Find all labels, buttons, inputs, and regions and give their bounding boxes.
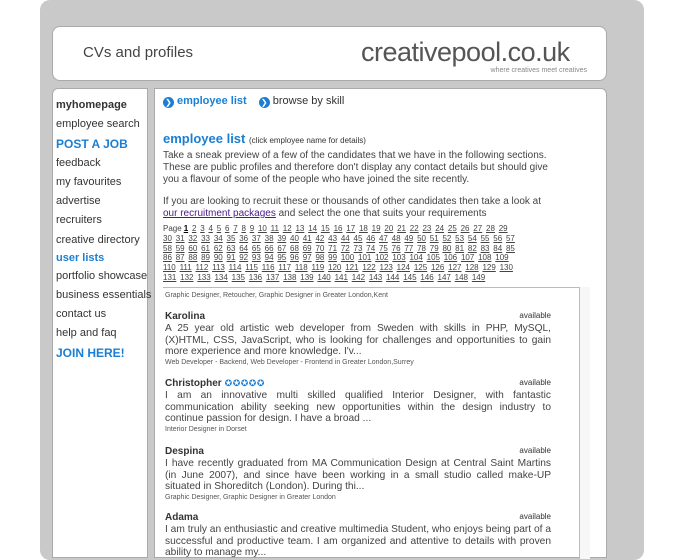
page-link[interactable]: 47 bbox=[378, 233, 388, 243]
page-link[interactable]: 67 bbox=[277, 243, 287, 253]
page-link[interactable]: 2 bbox=[191, 224, 197, 233]
page-link[interactable]: 9 bbox=[249, 224, 255, 233]
page-link[interactable]: 50 bbox=[417, 233, 426, 243]
page-link[interactable]: 4 bbox=[208, 224, 213, 233]
page-link[interactable]: 51 bbox=[429, 233, 439, 243]
page-link[interactable]: 110 bbox=[163, 263, 176, 273]
page-link[interactable]: 30 bbox=[163, 233, 172, 243]
page-link[interactable]: 44 bbox=[340, 233, 350, 243]
page-link[interactable]: 147 bbox=[437, 272, 451, 282]
page-link[interactable]: 56 bbox=[493, 233, 503, 243]
candidate-name[interactable]: Christopher bbox=[165, 378, 222, 389]
page-link[interactable]: 122 bbox=[362, 263, 376, 273]
page-link[interactable]: 20 bbox=[384, 224, 394, 233]
page-link[interactable]: 37 bbox=[251, 233, 261, 243]
page-link[interactable]: 17 bbox=[346, 224, 356, 233]
page-link[interactable]: 57 bbox=[505, 233, 515, 243]
page-link[interactable]: 84 bbox=[493, 243, 503, 253]
page-link[interactable]: 142 bbox=[351, 272, 366, 282]
site-header bbox=[52, 26, 607, 81]
candidate-tags: Interior Designer in Dorset bbox=[165, 426, 247, 434]
page-link[interactable]: 93 bbox=[251, 253, 261, 263]
page-link[interactable]: 38 bbox=[264, 233, 274, 243]
subnav bbox=[163, 95, 344, 108]
page-link[interactable]: 113 bbox=[212, 263, 225, 273]
candidate-name[interactable]: Karolina bbox=[165, 311, 206, 322]
page-link[interactable]: 28 bbox=[486, 224, 495, 233]
section-heading bbox=[163, 131, 551, 149]
sidebar-item-feedback[interactable]: feedback bbox=[56, 157, 101, 169]
page-link[interactable]: 29 bbox=[498, 224, 508, 233]
candidate-tags: Graphic Designer, Graphic Designer in Greater London bbox=[165, 494, 336, 502]
candidate-header bbox=[165, 310, 551, 323]
sidebar-item-creative-directory[interactable]: creative directory bbox=[56, 234, 140, 246]
page-link[interactable]: 85 bbox=[505, 243, 515, 253]
page-link[interactable]: 15 bbox=[320, 224, 330, 233]
page-title: CVs and profiles bbox=[83, 44, 194, 61]
list-scrollbar[interactable] bbox=[579, 287, 590, 559]
page-link[interactable]: 61 bbox=[201, 243, 211, 253]
recruitment-packages-link[interactable]: our recruitment packages bbox=[163, 208, 276, 219]
page-link[interactable]: 125 bbox=[413, 263, 428, 273]
section-title: employee list bbox=[163, 131, 246, 146]
recruit-text-before: If you are looking to recruit these or thousands of other candidates then take a look at bbox=[163, 196, 542, 207]
page-link[interactable]: 59 bbox=[175, 243, 185, 253]
page-link[interactable]: 14 bbox=[308, 224, 318, 233]
page-link[interactable]: 144 bbox=[386, 272, 400, 282]
intro-text: Take a sneak preview of a few of the candidates that we have in the following sections. These are public profiles and therefore don't display any contact details but should give you a flavour of some of the people who have joined the site recently. bbox=[163, 150, 548, 185]
main-panel bbox=[154, 88, 607, 558]
tab-browse-by-skill[interactable]: browse by skill bbox=[272, 95, 345, 107]
sidebar-item-help-and-faq[interactable]: help and faq bbox=[56, 327, 117, 339]
page-link[interactable]: 1 bbox=[183, 224, 189, 233]
page-link[interactable]: 73 bbox=[353, 243, 363, 253]
page-link[interactable]: 100 bbox=[340, 253, 355, 263]
page-link[interactable]: 42 bbox=[315, 233, 325, 243]
candidate-name[interactable]: Adama bbox=[165, 512, 199, 523]
candidate-header bbox=[165, 377, 551, 390]
sidebar-item-join-here[interactable]: JOIN HERE! bbox=[56, 346, 125, 360]
page-link[interactable]: 63 bbox=[226, 243, 236, 253]
candidate-description: I have recently graduated from MA Communication Design at Central Saint Martins (in June 2007), and since have been working in a small studio called make-UP situated in Shoreditch (London). During thi... bbox=[165, 458, 551, 493]
page-link[interactable]: 54 bbox=[467, 233, 477, 243]
page-link[interactable]: 39 bbox=[277, 233, 287, 243]
page-link[interactable]: 6 bbox=[224, 224, 230, 233]
page-link[interactable]: 91 bbox=[226, 253, 236, 263]
page-link[interactable]: 69 bbox=[302, 243, 312, 253]
candidate-header bbox=[165, 511, 551, 524]
sidebar-nav bbox=[52, 88, 152, 558]
page-link[interactable]: 115 bbox=[245, 263, 258, 273]
page-link[interactable]: 66 bbox=[264, 243, 274, 253]
page-link[interactable]: 96 bbox=[290, 253, 299, 263]
page-link[interactable]: 146 bbox=[420, 272, 434, 282]
page-link[interactable]: 55 bbox=[480, 233, 490, 243]
candidate-tags: Graphic Designer, Retoucher, Graphic Designer in Greater London,Kent bbox=[165, 292, 388, 299]
page-link[interactable]: 105 bbox=[426, 253, 440, 263]
pagination-label: Page bbox=[163, 224, 182, 233]
page-link[interactable]: 94 bbox=[264, 253, 274, 263]
page-link[interactable]: 45 bbox=[353, 233, 363, 243]
page-link[interactable]: 127 bbox=[448, 263, 462, 273]
page-link[interactable]: 68 bbox=[290, 243, 299, 253]
page-link[interactable]: 145 bbox=[403, 272, 417, 282]
logo-tagline: where creatives meet creatives bbox=[490, 67, 587, 74]
page-link[interactable]: 10 bbox=[257, 224, 267, 233]
candidate-header bbox=[165, 445, 551, 458]
page-link[interactable]: 102 bbox=[375, 253, 389, 263]
page-link[interactable]: 86 bbox=[163, 253, 172, 263]
page-link[interactable]: 104 bbox=[409, 253, 423, 263]
candidate-description: A 25 year old artistic web developer from Sweden with skills in PHP, MySQL, (X)HTML, CSS, JavaScript, who is looking for challenges and opportunities to gain more experience and more knowledge. I'v... bbox=[165, 323, 551, 358]
candidate-list[interactable] bbox=[163, 287, 587, 559]
creativepool-logo[interactable] bbox=[361, 37, 587, 75]
page-link[interactable]: 5 bbox=[216, 224, 222, 233]
page-link[interactable]: 92 bbox=[239, 253, 249, 263]
page-link[interactable]: 132 bbox=[180, 272, 194, 282]
page-link[interactable]: 12 bbox=[282, 224, 292, 233]
page-link[interactable]: 76 bbox=[391, 243, 401, 253]
candidate-name[interactable]: Despina bbox=[165, 446, 204, 457]
page-link[interactable]: 128 bbox=[465, 263, 479, 273]
page-link[interactable]: 97 bbox=[302, 253, 312, 263]
page-link[interactable]: 24 bbox=[435, 224, 445, 233]
page-link[interactable]: 22 bbox=[409, 224, 419, 233]
page-link[interactable]: 40 bbox=[290, 233, 299, 243]
page-link[interactable]: 58 bbox=[163, 243, 172, 253]
page-link[interactable]: 83 bbox=[480, 243, 490, 253]
page-link[interactable]: 60 bbox=[188, 243, 198, 253]
page-link[interactable]: 101 bbox=[358, 253, 372, 263]
page-link[interactable]: 139 bbox=[300, 272, 314, 282]
page-link[interactable]: 112 bbox=[195, 263, 209, 273]
page-link[interactable]: 106 bbox=[443, 253, 458, 263]
pagination bbox=[163, 224, 523, 283]
page-link[interactable]: 133 bbox=[197, 272, 211, 282]
sidebar-item-user-lists[interactable]: user lists bbox=[56, 252, 105, 264]
page-link[interactable]: 64 bbox=[239, 243, 249, 253]
page-link[interactable]: 53 bbox=[455, 233, 465, 243]
page-link[interactable]: 123 bbox=[379, 263, 393, 273]
page-link[interactable]: 135 bbox=[231, 272, 245, 282]
page-link[interactable]: 129 bbox=[482, 263, 496, 273]
availability-status: available bbox=[519, 311, 551, 320]
page-link[interactable]: 62 bbox=[213, 243, 223, 253]
page-link[interactable]: 41 bbox=[302, 233, 312, 243]
page-link[interactable]: 35 bbox=[226, 233, 236, 243]
page-link[interactable]: 90 bbox=[213, 253, 223, 263]
page-link[interactable]: 143 bbox=[368, 272, 383, 282]
page-link[interactable]: 31 bbox=[175, 233, 185, 243]
page-link[interactable]: 149 bbox=[471, 272, 486, 282]
page-link[interactable]: 119 bbox=[311, 263, 325, 273]
page-link[interactable]: 36 bbox=[239, 233, 249, 243]
list-item bbox=[165, 310, 551, 366]
page-link[interactable]: 11 bbox=[270, 224, 279, 233]
sidebar-item-post-a-job[interactable]: POST A JOB bbox=[56, 137, 128, 151]
page-link[interactable]: 108 bbox=[478, 253, 492, 263]
page-link[interactable]: 116 bbox=[261, 263, 275, 273]
candidate-description: I am an innovative multi skilled qualified Interior Designer, with fantastic communication ability seeking new opportunities within the design industry to continue passion for design. I have a broad ... bbox=[165, 390, 551, 425]
page-link[interactable]: 109 bbox=[495, 253, 509, 263]
page-link[interactable]: 130 bbox=[499, 263, 513, 273]
sidebar-item-business-essentials[interactable]: business essentials bbox=[56, 289, 152, 301]
recruit-text bbox=[163, 196, 551, 220]
rating-stars-icon: ✪✪✪✪✪ bbox=[224, 378, 265, 388]
page-link[interactable]: 99 bbox=[328, 253, 338, 263]
list-item bbox=[165, 445, 551, 501]
page-link[interactable]: 19 bbox=[371, 224, 381, 233]
page-link[interactable]: 95 bbox=[277, 253, 287, 263]
page-link[interactable]: 140 bbox=[317, 272, 331, 282]
page-link[interactable]: 136 bbox=[248, 272, 263, 282]
page-link[interactable]: 107 bbox=[460, 253, 475, 263]
page-link[interactable]: 131 bbox=[163, 272, 177, 282]
page-link[interactable]: 118 bbox=[294, 263, 308, 273]
candidate-tags: Web Developer - Backend, Web Developer - Frontend in Greater London,Surrey bbox=[165, 359, 414, 367]
page-link[interactable]: 88 bbox=[188, 253, 198, 263]
availability-status: available bbox=[519, 512, 551, 521]
sidebar-item-contact-us[interactable]: contact us bbox=[56, 308, 107, 320]
page-link[interactable]: 117 bbox=[278, 263, 292, 273]
sidebar-item-employee-search[interactable]: employee search bbox=[56, 118, 140, 130]
availability-status: available bbox=[519, 446, 551, 455]
page-link[interactable]: 7 bbox=[233, 224, 238, 233]
page-link[interactable]: 78 bbox=[417, 243, 426, 253]
page-link[interactable]: 148 bbox=[454, 272, 469, 282]
candidate-description: I am truly an enthusiastic and creative multimedia Student, who enjoys being part of a successful and productive team. I am organized and attentive to details with proven ability to manage my... bbox=[165, 524, 551, 559]
intro-section bbox=[163, 131, 551, 220]
page-link[interactable]: 46 bbox=[366, 233, 376, 243]
section-title-note: (click employee name for details) bbox=[249, 136, 366, 145]
logo-text: creativepool.co.uk bbox=[361, 37, 570, 67]
recruit-text-after: and select the one that suits your requirements bbox=[275, 208, 487, 219]
page-link[interactable]: 52 bbox=[442, 233, 452, 243]
page-link[interactable]: 70 bbox=[315, 243, 325, 253]
page-link[interactable]: 33 bbox=[201, 233, 211, 243]
page-link[interactable]: 43 bbox=[328, 233, 338, 243]
page-link[interactable]: 81 bbox=[455, 243, 465, 253]
page-link[interactable]: 111 bbox=[179, 263, 192, 273]
arrow-right-icon: ❯ bbox=[259, 97, 270, 108]
page-link[interactable]: 121 bbox=[345, 263, 359, 273]
page-link[interactable]: 72 bbox=[340, 243, 350, 253]
list-item bbox=[165, 511, 551, 559]
page-link[interactable]: 23 bbox=[422, 224, 432, 233]
sidebar-item-portfolio-showcase[interactable]: portfolio showcase bbox=[56, 270, 148, 282]
page-link[interactable]: 124 bbox=[396, 263, 411, 273]
page-link[interactable]: 32 bbox=[188, 233, 198, 243]
page-link[interactable]: 26 bbox=[460, 224, 470, 233]
page-link[interactable]: 48 bbox=[391, 233, 401, 243]
page-link[interactable]: 16 bbox=[333, 224, 343, 233]
page-link[interactable]: 75 bbox=[378, 243, 388, 253]
list-item bbox=[165, 377, 551, 433]
page-link[interactable]: 21 bbox=[397, 224, 406, 233]
sidebar-item-recruiters[interactable]: recruiters bbox=[56, 214, 102, 226]
sidebar-item-myhomepage[interactable]: myhomepage bbox=[56, 99, 127, 111]
page-link[interactable]: 18 bbox=[358, 224, 368, 233]
sidebar-item-advertise[interactable]: advertise bbox=[56, 195, 101, 207]
page-link[interactable]: 89 bbox=[201, 253, 211, 263]
page-link[interactable]: 134 bbox=[214, 272, 228, 282]
page-link[interactable]: 103 bbox=[392, 253, 406, 263]
page-link[interactable]: 137 bbox=[265, 272, 280, 282]
page-link[interactable]: 49 bbox=[404, 233, 414, 243]
arrow-right-icon: ❯ bbox=[163, 97, 174, 108]
page-link[interactable]: 79 bbox=[429, 243, 439, 253]
page-link[interactable]: 65 bbox=[251, 243, 261, 253]
page-link[interactable]: 138 bbox=[283, 272, 297, 282]
availability-status: available bbox=[519, 378, 551, 387]
page-link[interactable]: 98 bbox=[315, 253, 325, 263]
tab-employee-list[interactable]: employee list bbox=[177, 95, 247, 107]
page-link[interactable]: 71 bbox=[328, 243, 338, 253]
sidebar-item-my-favourites[interactable]: my favourites bbox=[56, 176, 122, 188]
page-link[interactable]: 74 bbox=[366, 243, 376, 253]
page-link[interactable]: 8 bbox=[241, 224, 246, 233]
page-link[interactable]: 13 bbox=[295, 224, 305, 233]
page-link[interactable]: 82 bbox=[467, 243, 477, 253]
page-link[interactable]: 25 bbox=[447, 224, 457, 233]
page-link[interactable]: 87 bbox=[175, 253, 185, 263]
page-link[interactable]: 27 bbox=[473, 224, 483, 233]
page-link[interactable]: 80 bbox=[442, 243, 452, 253]
page-link[interactable]: 3 bbox=[200, 224, 205, 233]
page-link[interactable]: 126 bbox=[430, 263, 445, 273]
page-link[interactable]: 34 bbox=[213, 233, 223, 243]
page-link[interactable]: 120 bbox=[328, 263, 342, 273]
page-link[interactable]: 77 bbox=[404, 243, 414, 253]
page-link[interactable]: 114 bbox=[228, 263, 242, 273]
page-link[interactable]: 141 bbox=[334, 272, 348, 282]
